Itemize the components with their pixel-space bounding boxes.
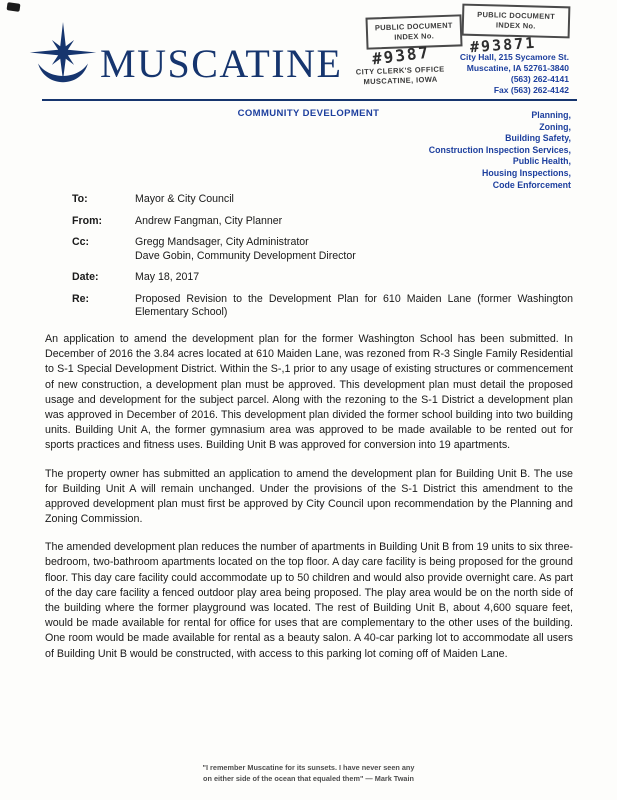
department-title: COMMUNITY DEVELOPMENT bbox=[237, 108, 380, 119]
letterhead-divider bbox=[42, 99, 577, 101]
quote-line: "I remember Muscatine for its sunsets. I have never seen any bbox=[202, 763, 415, 772]
body-paragraph: An application to amend the development plan for the former Washington School has been submitted. In December of 2016 the 3.84 acres located at 610 Maiden Lane, was rezoned from R-3 Single Family Residential to S-1 Special Development District. Within the S-,1 prior to any usage of existing structures or commencement of new construction, a development plan must be approved. This development plan must detail the proposed usage and development for the subject parcel. Along with the rezoning to the S-1 District a development plan was approved in December of 2016. This development plan divided the former school building into two building units. Building Unit A, the former gymnasium area was approved to be made available to be rented out for sports practices and fitness uses. Building Unit B was approved for conversion into 19 apartments. bbox=[45, 333, 573, 452]
field-label: Date: bbox=[72, 271, 99, 284]
field-value: Proposed Revision to the Development Plan for 610 Maiden Lane (former Washington Elementary School) bbox=[135, 293, 573, 319]
field-label: Re: bbox=[72, 293, 90, 306]
muscatine-logo-icon bbox=[28, 22, 98, 94]
body-paragraph: The amended development plan reduces the number of apartments in Building Unit B from 19 units to six three-bedroom, two-bathroom apartments located on the top floor. A day care facility is being proposed for the ground floor. This day care facility could accommodate up to 50 children and would also provide overnight care. As part of the day care facility a fenced outdoor play area being proposed. The play area would be on the north side of the building where the former playground was located. The rest of Building Unit B, about 4,600 square feet, would be made available for rental for office for uses that are complementary to the other uses of the building. One room would be made available for rental as a beauty salon. A 40-car parking lot to accommodate all users of Building Unit B would be constructed, with access to this parking lot coming off of Maiden Lane. bbox=[45, 541, 573, 660]
cc-line: Dave Gobin, Community Development Director bbox=[135, 249, 356, 262]
letter-body bbox=[45, 332, 573, 675]
service-item: Code Enforcement bbox=[492, 179, 571, 190]
field-value: May 18, 2017 bbox=[135, 271, 200, 284]
stamp-line: INDEX No. bbox=[394, 31, 435, 42]
stamp-line: INDEX No. bbox=[495, 20, 536, 31]
stamp-line: PUBLIC DOCUMENT bbox=[374, 20, 453, 33]
stamp-number-2: #93871 bbox=[469, 33, 537, 57]
service-item: Construction Inspection Services, bbox=[428, 144, 571, 155]
stamp-number-1: #9387 bbox=[371, 42, 432, 69]
field-value: Mayor & City Council bbox=[135, 193, 234, 205]
address-line: City Hall, 215 Sycamore St. bbox=[459, 52, 569, 62]
memo-field-re bbox=[45, 293, 573, 319]
address-line: Fax (563) 262-4142 bbox=[493, 85, 569, 96]
cc-line: Gregg Mandsager, City Administrator bbox=[135, 236, 309, 249]
address-line: Muscatine, IA 52761-3840 bbox=[466, 63, 569, 74]
field-label: Cc: bbox=[72, 236, 90, 249]
memo-field-to bbox=[45, 193, 573, 206]
scan-artifact bbox=[7, 2, 21, 12]
stamp-line: MUSCATINE, IOWA bbox=[363, 74, 438, 87]
memo-field-from bbox=[45, 215, 573, 228]
memo-header bbox=[45, 193, 573, 328]
field-value bbox=[135, 236, 573, 262]
service-item: Public Health, bbox=[512, 156, 571, 167]
memo-field-date bbox=[45, 271, 573, 284]
service-item: Planning, bbox=[531, 110, 571, 120]
quote-line: on either side of the ocean that equaled them" — Mark Twain bbox=[203, 774, 414, 784]
service-item: Housing Inspections, bbox=[482, 168, 571, 179]
services-list bbox=[429, 110, 571, 191]
stamp-line: PUBLIC DOCUMENT bbox=[477, 9, 556, 22]
letterhead-address bbox=[460, 52, 569, 96]
memo-field-cc bbox=[45, 236, 573, 262]
field-value: Andrew Fangman, City Planner bbox=[135, 214, 283, 227]
body-paragraph: The property owner has submitted an application to amend the development plan for Building Unit B. The use for Building Unit A will remain unchanged. Under the provisions of the S-1 District this amendment to the approved development plan must first be approved by City Council upon recommendation by the Planning and Zoning Commission. bbox=[45, 467, 573, 526]
field-label: From: bbox=[72, 214, 103, 227]
service-item: Zoning, bbox=[539, 121, 571, 132]
address-line: (563) 262-4141 bbox=[510, 74, 569, 85]
field-label: To: bbox=[72, 193, 88, 205]
footer-quote bbox=[0, 762, 617, 785]
stamp-line: CITY CLERK'S OFFICE bbox=[355, 64, 445, 77]
brand-title: MUSCATINE bbox=[100, 41, 343, 86]
public-document-stamp-2 bbox=[462, 4, 571, 38]
city-clerk-stamp bbox=[356, 64, 445, 87]
service-item: Building Safety, bbox=[505, 133, 571, 144]
